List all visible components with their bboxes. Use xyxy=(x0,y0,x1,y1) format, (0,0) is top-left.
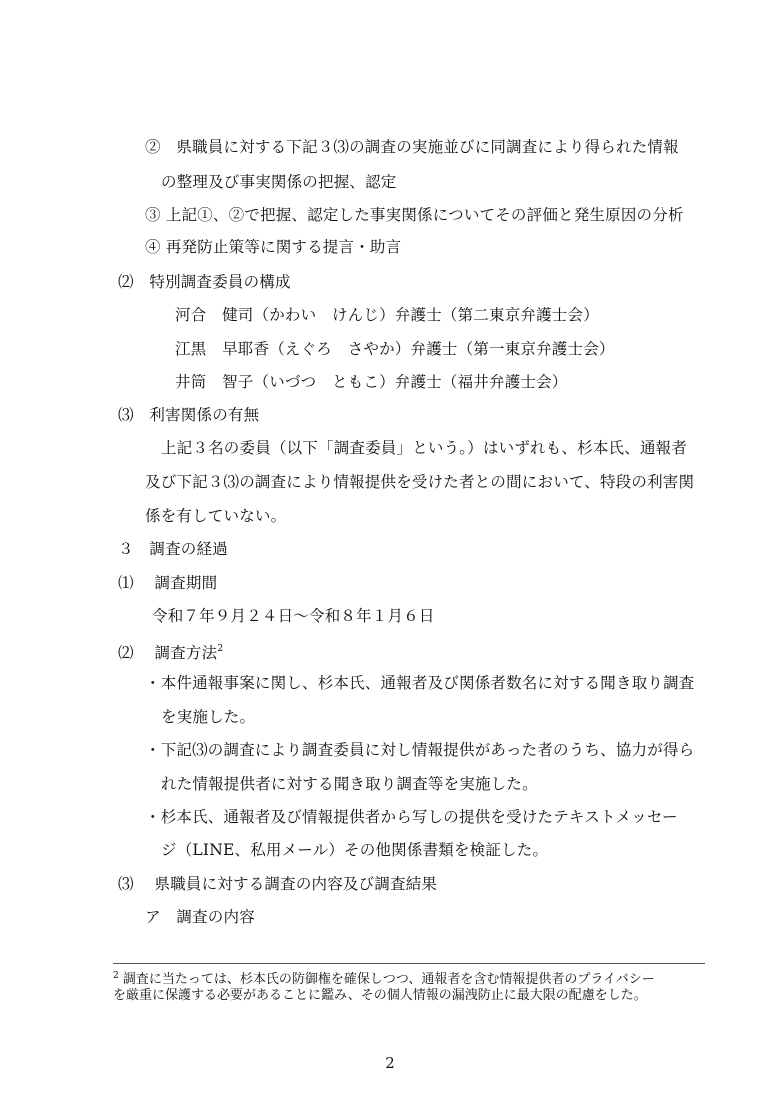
line-2: の整理及び事実関係の把握、認定 xyxy=(161,173,397,191)
footnote-line-1 xyxy=(113,967,655,989)
line-18: を実施した。 xyxy=(161,708,256,726)
footnote-divider xyxy=(113,963,705,964)
line-17: ・本件通報事案に関し、杉本氏、通報者及び関係者数名に対する聞き取り調査 xyxy=(145,674,695,692)
line-10: 上記３名の委員（以下「調査委員」という。）はいずれも、杉本氏、通報者 xyxy=(161,439,688,457)
line-15: 令和７年９月２４日～令和８年１月６日 xyxy=(152,607,435,625)
line-22: ジ（LINE、私用メール）その他関係書類を検証した。 xyxy=(161,841,549,859)
footnote-ref: 2 xyxy=(217,644,224,654)
footnote-mark: 2 xyxy=(113,971,119,981)
line-4: ④ 再発防止策等に関する提言・助言 xyxy=(145,238,402,256)
line-13: ３ 調査の経過 xyxy=(118,540,228,558)
line-12: 係を有していない。 xyxy=(145,507,287,525)
line-6: 河合 健司（かわい けんじ）弁護士（第二東京弁護士会） xyxy=(175,306,599,324)
line-24: ア 調査の内容 xyxy=(145,908,255,926)
footnote-line-2: を厳重に保護する必要があることに鑑み、その個人情報の漏洩防止に最大限の配慮をした。 xyxy=(113,988,647,1003)
line-8: 井筒 智子（いづつ ともこ）弁護士（福井弁護士会） xyxy=(175,373,568,391)
line-9: ⑶ 利害関係の有無 xyxy=(118,406,260,424)
line-7: 江黒 早耶香（えぐろ さやか）弁護士（第一東京弁護士会） xyxy=(175,340,615,358)
line-16 xyxy=(118,639,223,663)
footnote-text-1: 調査に当たっては、杉本氏の防御権を確保しつつ、通報者を含む情報提供者のプライバシー xyxy=(122,972,655,987)
line-19: ・下記⑶の調査により調査委員に対し情報提供があった者のうち、協力が得ら xyxy=(145,741,695,759)
line-1: ② 県職員に対する下記３⑶の調査の実施並びに同調査により得られた情報 xyxy=(145,138,679,156)
line-23: ⑶ 県職員に対する調査の内容及び調査結果 xyxy=(118,875,438,893)
line-11: 及び下記３⑶の調査により情報提供を受けた者との間において、特段の利害関 xyxy=(145,473,695,491)
line-16-text: ⑵ 調査方法 xyxy=(118,644,218,662)
line-14: ⑴ 調査期間 xyxy=(118,574,218,592)
line-20: れた情報提供者に対する聞き取り調査等を実施した。 xyxy=(161,775,538,793)
page-number: 2 xyxy=(385,1054,395,1072)
line-21: ・杉本氏、通報者及び情報提供者から写しの提供を受けたテキストメッセー xyxy=(145,808,678,826)
line-5: ⑵ 特別調査委員の構成 xyxy=(118,273,291,291)
line-3: ③ 上記①、②で把握、認定した事実関係についてその評価と発生原因の分析 xyxy=(145,206,684,224)
